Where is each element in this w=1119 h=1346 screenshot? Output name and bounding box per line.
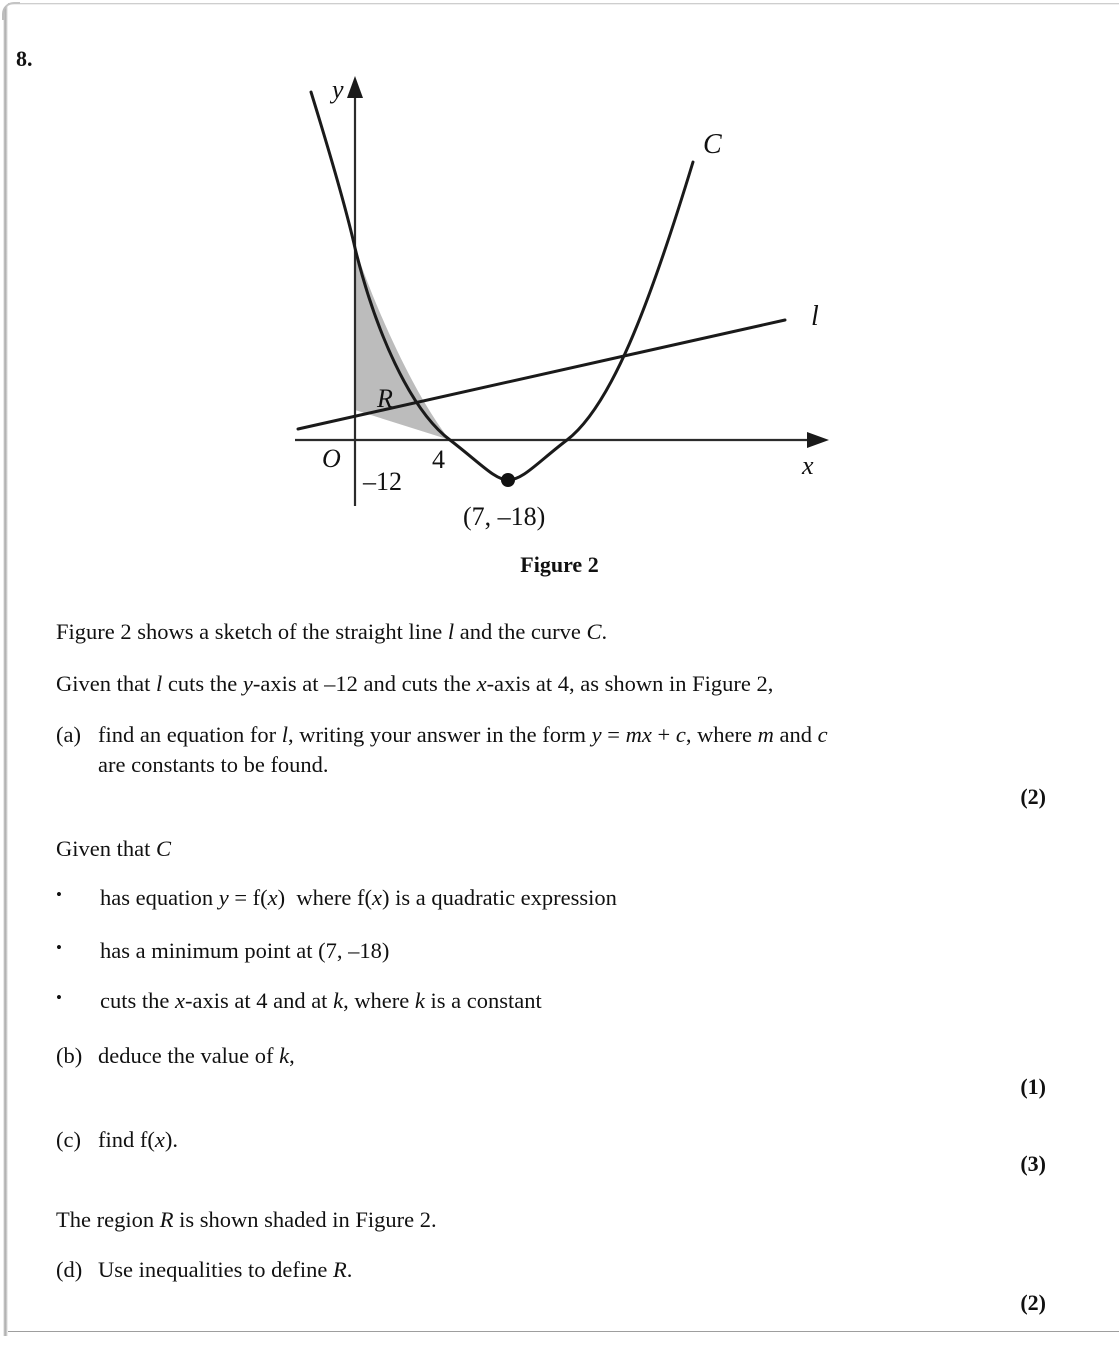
figure-2-graph: [280, 70, 840, 535]
part-d-label: (d): [56, 1257, 83, 1282]
intro-paragraph: Figure 2 shows a sketch of the straight line l and the curve C.: [56, 619, 608, 644]
given-c-paragraph: Given that C: [56, 836, 171, 861]
part-c: [56, 1125, 956, 1155]
bullet-item-3-text: cuts the x-axis at 4 and at k, where k is a constant: [100, 988, 542, 1013]
page-corner-decoration: [2, 2, 20, 20]
bullet-marker-icon: •: [56, 938, 62, 957]
given-line-paragraph: Given that l cuts the y-axis at –12 and cuts the x-axis at 4, as shown in Figure 2,: [56, 671, 774, 696]
bullet-item-2-text: has a minimum point at (7, –18): [100, 938, 390, 963]
figure-caption: Figure 2: [520, 552, 599, 577]
question-number: 8.: [16, 46, 33, 71]
part-a-label: (a): [56, 722, 81, 747]
x-intercept-label: 4: [432, 445, 445, 474]
page-bottom-rule: [8, 1331, 1119, 1332]
marks-part-d: (2): [1020, 1290, 1046, 1315]
marks-part-b: (1): [1020, 1074, 1046, 1099]
origin-label: O: [322, 444, 341, 473]
part-c-text: find f(x).: [98, 1127, 178, 1152]
bullet-marker-icon: •: [56, 988, 62, 1007]
marks-part-a: (2): [1020, 784, 1046, 809]
x-axis-arrow-icon: [807, 432, 829, 448]
minimum-point-marker: [501, 473, 515, 487]
part-b: [56, 1041, 956, 1071]
part-d-text: Use inequalities to define R.: [98, 1257, 353, 1282]
page-top-edge: [8, 3, 1119, 5]
line-l-label: l: [811, 301, 819, 332]
shaded-region-R: [355, 248, 450, 440]
region-R-label: R: [377, 384, 393, 413]
y-intercept-label: –12: [363, 467, 402, 496]
minimum-point-label: (7, –18): [463, 502, 546, 531]
bullet-item-3: [56, 988, 956, 1014]
bullet-item-2: [56, 938, 956, 964]
y-axis-label: y: [332, 75, 344, 104]
bullet-marker-icon: •: [56, 885, 62, 904]
curve-C-label: C: [703, 129, 722, 160]
x-axis-label: x: [802, 451, 814, 480]
part-b-text: deduce the value of k,: [98, 1043, 295, 1068]
y-axis-arrow-icon: [347, 76, 363, 98]
bullet-item-1-text: has equation y = f(x) where f(x) is a quadratic expression: [100, 885, 617, 910]
region-note-paragraph: The region R is shown shaded in Figure 2.: [56, 1207, 437, 1232]
page-left-edge: [3, 6, 8, 1336]
graph-svg: [280, 70, 840, 535]
part-b-label: (b): [56, 1043, 83, 1068]
part-c-label: (c): [56, 1127, 81, 1152]
part-a: [56, 720, 1016, 779]
part-a-text: find an equation for l, writing your answer in the form y = mx + c, where m and c are constants to be found.: [98, 722, 828, 777]
bullet-item-1: [56, 885, 956, 911]
marks-part-c: (3): [1020, 1151, 1046, 1176]
part-d: [56, 1255, 956, 1285]
